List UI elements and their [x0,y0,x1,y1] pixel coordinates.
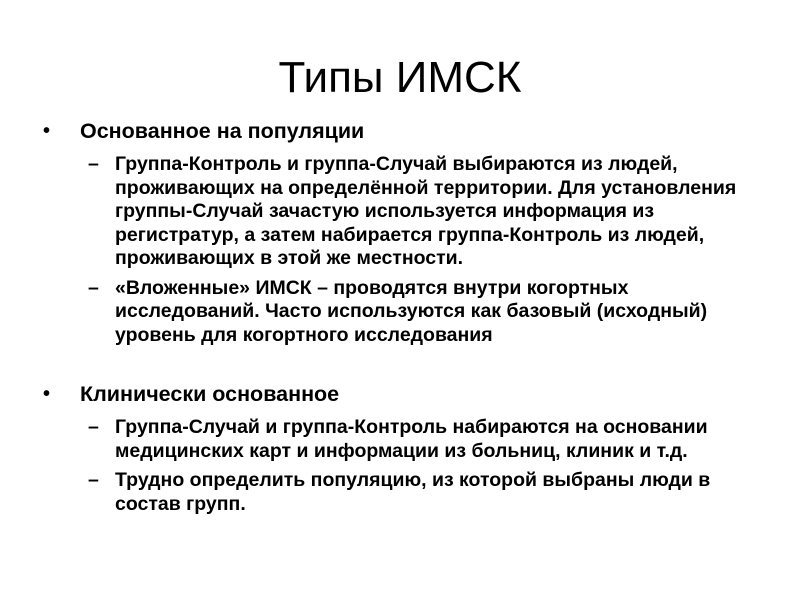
list-item [40,277,760,348]
list-item [40,153,760,271]
bullet-icon: • [43,383,51,405]
list-item-text: Группа-Случай и группа-Контроль набираются на основании медицинских карт и информации из больниц, клиник и т.д. [115,416,708,462]
section-heading-text: Основанное на популяции [80,119,365,143]
dash-icon: – [88,416,99,438]
dash-icon: – [88,469,99,491]
section-heading-population [40,118,760,144]
list-item-text: Трудно определить популяцию, из которой выбраны люди в состав групп. [115,469,711,515]
list-item-text: «Вложенные» ИМСК – проводятся внутри когортных исследований. Часто используются как базовый (исходный) уровень для когортного исследования [115,276,708,346]
slide-title: Типы ИМСК [278,53,522,102]
dash-icon: – [88,276,99,299]
section-heading-clinical [40,381,760,407]
section-heading-text: Клинически основанное [80,382,340,406]
list-item [40,416,760,463]
bullet-icon: • [43,120,51,142]
dash-icon: – [88,153,99,175]
list-item-text: Группа-Контроль и группа-Случай выбираются из людей, проживающих на определённой территории. Для установления группы-Случай зачастую используется информация из регистратур, а затем набирается группа-Контроль из людей, проживающих в этой же местности. [115,153,737,269]
list-item [40,469,760,516]
slide-content [40,118,760,516]
